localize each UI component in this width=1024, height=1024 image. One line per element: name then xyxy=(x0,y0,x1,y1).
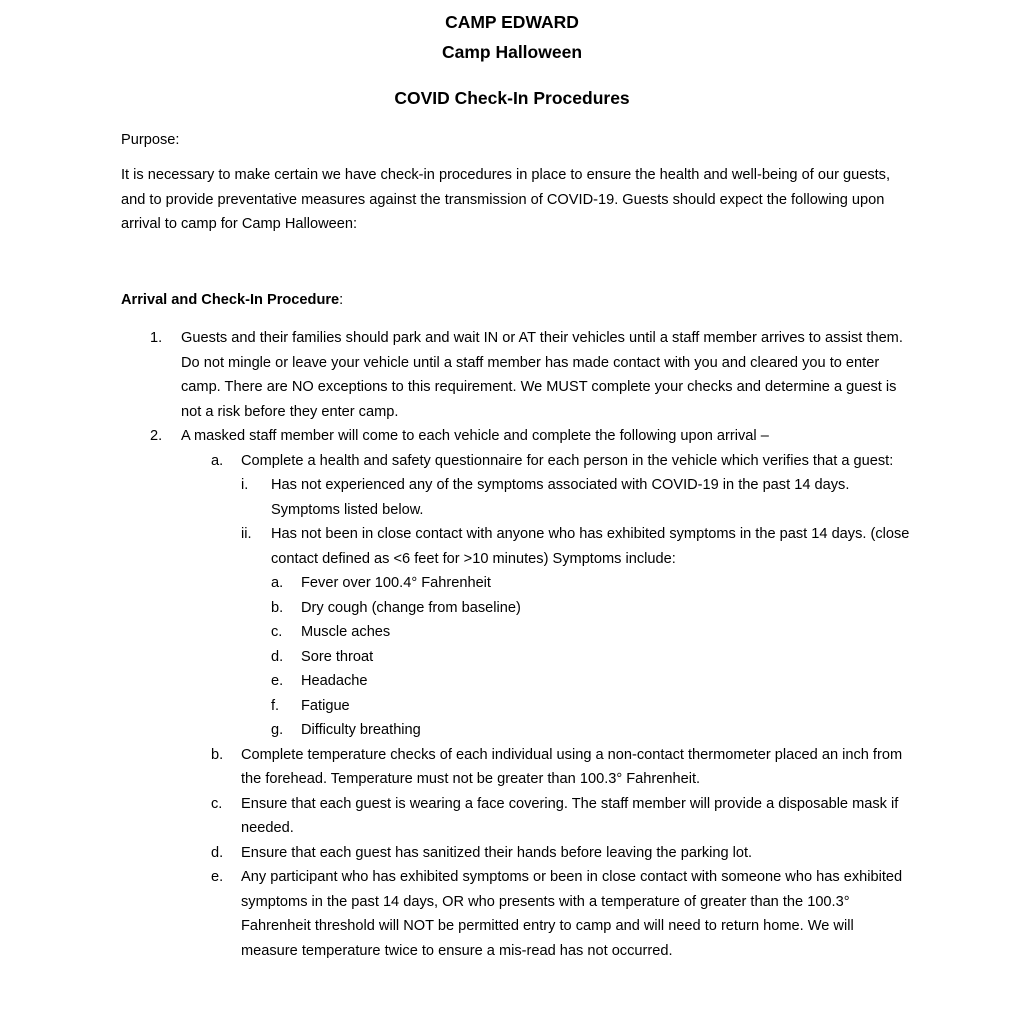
list-item-text: Any participant who has exhibited symptoms or been in close contact with someone who has exhibited symptoms in the past 14 days, OR who presents with a temperature of greater than the 100.3° Fahrenheit threshold will NOT be permitted entry to camp and will need to return home. We will measure temperature twice to ensure a mis-read has not occurred. xyxy=(241,869,903,959)
list-item-text: A masked staff member will come to each vehicle and complete the following upon arrival – xyxy=(181,428,769,444)
list-item xyxy=(0,841,1024,866)
document-subtitle: Camp Halloween xyxy=(441,42,583,62)
list-item-marker: f. xyxy=(271,697,280,714)
list-item-text: Difficulty breathing xyxy=(301,722,421,738)
list-item xyxy=(0,645,1024,670)
list-item xyxy=(0,522,1024,571)
list-item-text: Complete temperature checks of each individual using a non-contact thermometer placed an inch from the forehead. Temperature must not be greater than 100.3° Fahrenheit. xyxy=(241,746,903,787)
list-item xyxy=(0,620,1024,645)
list-item-text: Sore throat xyxy=(301,648,374,665)
list-item-marker: b. xyxy=(271,599,284,616)
list-item-marker: 1. xyxy=(150,330,163,346)
list-item-text: Complete a health and safety questionnaire for each person in the vehicle which verifies that a guest: xyxy=(241,452,894,469)
list-item-text: Has not been in close contact with anyone who has exhibited symptoms in the past 14 days. (close contact defined as <6 feet for >10 minutes) Symptoms include: xyxy=(271,526,910,567)
list-item xyxy=(0,792,1024,841)
section-heading-text: Arrival and Check-In Procedure xyxy=(121,292,340,308)
list-item-text: Ensure that each guest has sanitized their hands before leaving the parking lot. xyxy=(241,844,753,861)
list-item xyxy=(0,424,1024,449)
list-item-text: Muscle aches xyxy=(301,624,391,640)
list-item xyxy=(0,743,1024,792)
document-heading: COVID Check-In Procedures xyxy=(394,88,630,108)
list-item-text: Dry cough (change from baseline) xyxy=(301,599,521,616)
list-item-marker: e. xyxy=(211,869,224,885)
list-item-marker: ii. xyxy=(241,526,252,542)
list-item-marker: d. xyxy=(211,844,224,861)
section-heading-suffix: : xyxy=(339,292,344,308)
purpose-paragraph: It is necessary to make certain we have check-in procedures in place to ensure the health and well-being of our guests, and to provide preventative measures against the transmission of COVID-19. Guests should expect the following upon arrival to camp for Camp Halloween: xyxy=(121,167,891,232)
procedure-list xyxy=(0,326,1024,963)
list-item xyxy=(0,326,1024,424)
list-item-text: Fatigue xyxy=(301,697,350,714)
list-item-marker: d. xyxy=(271,648,284,665)
list-item xyxy=(0,571,1024,596)
list-item-marker: a. xyxy=(211,452,224,469)
list-item xyxy=(0,473,1024,522)
list-item-marker: e. xyxy=(271,673,284,689)
list-item-marker: b. xyxy=(211,746,224,763)
list-item-text: Headache xyxy=(301,673,368,689)
list-item xyxy=(0,669,1024,694)
list-item-marker: c. xyxy=(271,624,283,640)
list-item xyxy=(0,449,1024,474)
list-item xyxy=(0,596,1024,621)
list-item-marker: 2. xyxy=(150,428,163,444)
section-heading xyxy=(121,288,911,313)
document-title: CAMP EDWARD xyxy=(445,12,579,32)
list-item xyxy=(0,718,1024,743)
list-item-text: Ensure that each guest is wearing a face covering. The staff member will provide a disposable mask if needed. xyxy=(241,795,899,836)
list-item xyxy=(0,694,1024,719)
list-item-marker: a. xyxy=(271,575,284,591)
list-item xyxy=(0,865,1024,963)
list-item-marker: g. xyxy=(271,722,284,738)
list-item-marker: i. xyxy=(241,477,249,493)
list-item-marker: c. xyxy=(211,795,223,812)
list-item-text: Has not experienced any of the symptoms associated with COVID-19 in the past 14 days. Symptoms listed below. xyxy=(271,477,850,518)
list-item-text: Guests and their families should park and wait IN or AT their vehicles until a staff member arrives to assist them. Do not mingle or leave your vehicle until a staff member has made contact with you and cleared you to enter camp. There are NO exceptions to this requirement. We MUST complete your checks and determine a guest is not a risk before they enter camp. xyxy=(181,330,903,420)
purpose-label: Purpose: xyxy=(121,132,180,148)
list-item-text: Fever over 100.4° Fahrenheit xyxy=(301,575,491,591)
